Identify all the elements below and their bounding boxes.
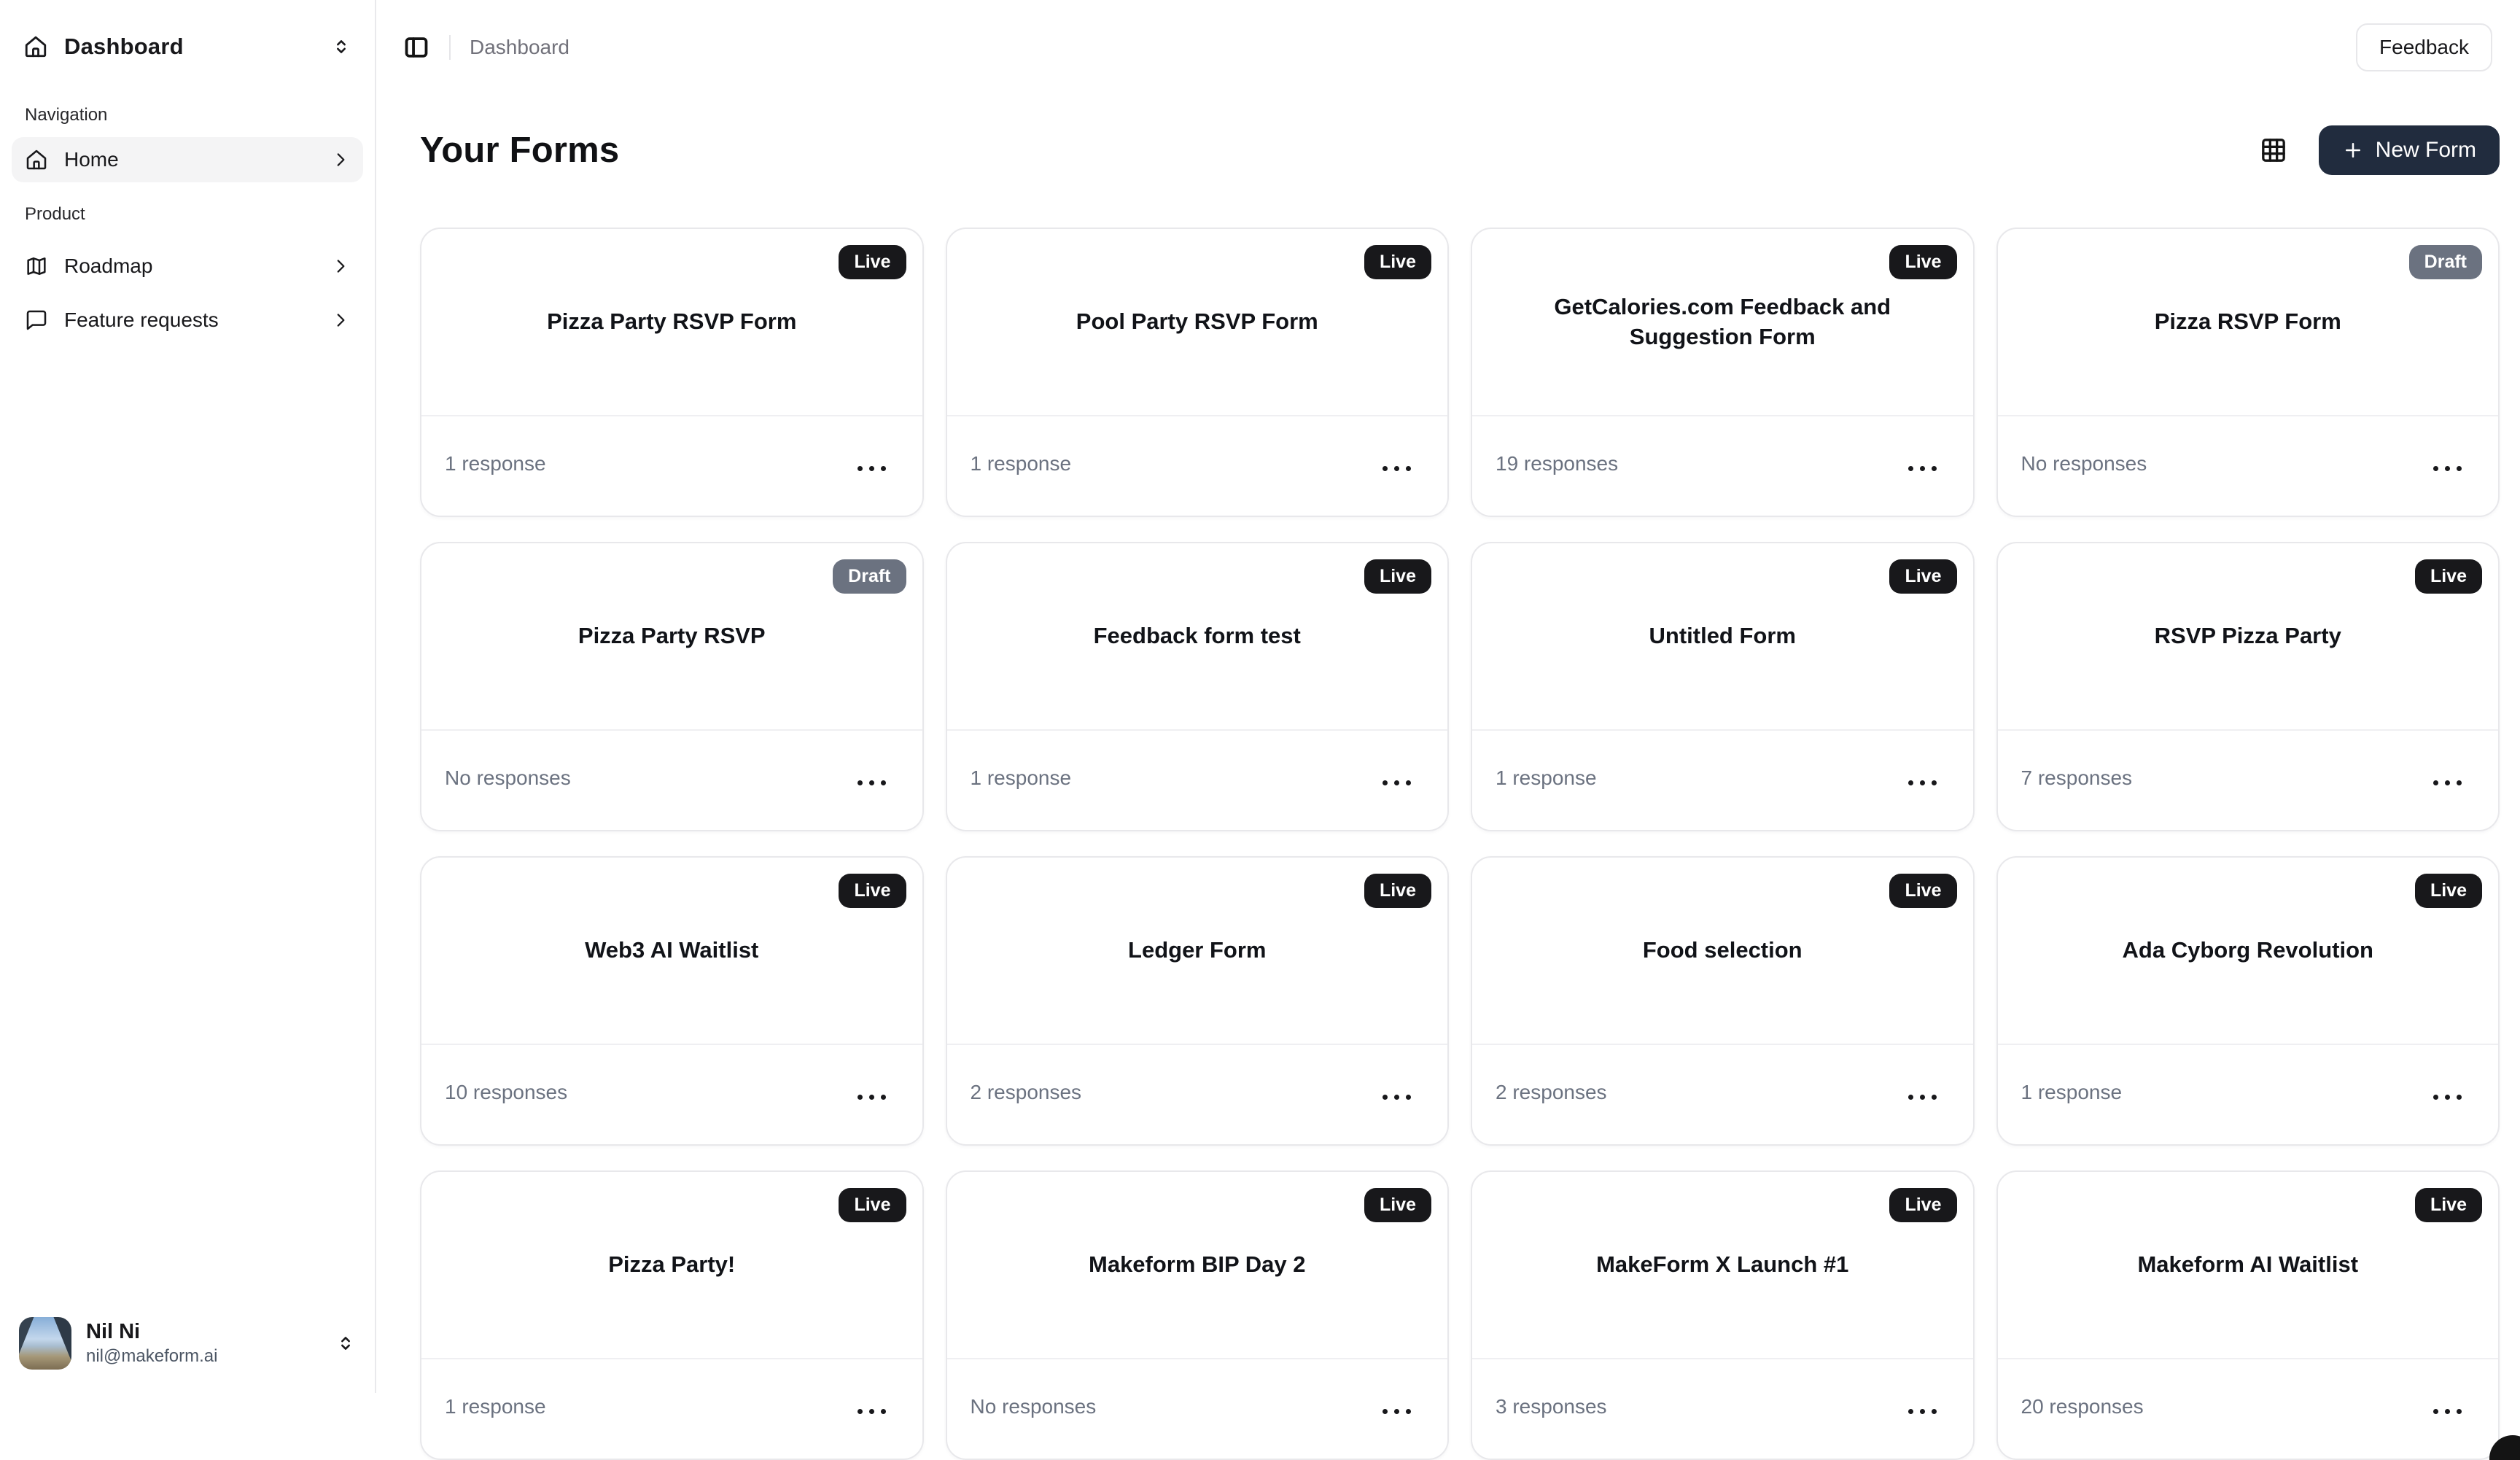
form-title: Pool Party RSVP Form — [1076, 308, 1318, 335]
form-card[interactable] — [946, 542, 1450, 831]
dot — [858, 1409, 863, 1414]
dot — [1394, 466, 1399, 471]
new-form-label: New Form — [2375, 138, 2476, 162]
form-title: MakeForm X Launch #1 — [1596, 1251, 1849, 1278]
dot — [1920, 1409, 1925, 1414]
response-count: No responses — [970, 1395, 1097, 1418]
card-menu-button[interactable] — [855, 770, 889, 796]
response-count: No responses — [2021, 452, 2147, 475]
panel-left-icon — [402, 34, 430, 61]
dot — [869, 466, 874, 471]
response-count: No responses — [445, 766, 571, 789]
status-badge: Live — [2415, 559, 2482, 594]
form-card[interactable] — [1471, 542, 1975, 831]
chevrons-up-down-icon — [335, 1333, 356, 1354]
form-title: Pizza Party! — [608, 1251, 736, 1278]
status-badge: Live — [1364, 559, 1431, 594]
message-icon — [25, 308, 48, 332]
workspace-switcher[interactable] — [12, 23, 363, 70]
forms-grid — [420, 228, 2500, 1460]
status-badge: Live — [1364, 874, 1431, 908]
response-count: 10 responses — [445, 1081, 568, 1103]
dot — [1920, 780, 1925, 785]
dot — [1394, 1409, 1399, 1414]
sidebar-toggle-button[interactable] — [402, 34, 430, 61]
form-card[interactable] — [420, 856, 924, 1146]
dot — [1406, 1409, 1411, 1414]
dot — [1908, 466, 1913, 471]
status-badge: Live — [839, 874, 906, 908]
form-card[interactable] — [946, 1170, 1450, 1460]
response-count: 1 response — [445, 1395, 546, 1418]
chevron-right-icon — [331, 257, 350, 276]
card-menu-button[interactable] — [2430, 1399, 2465, 1424]
dot — [1932, 1095, 1937, 1100]
form-card[interactable] — [946, 856, 1450, 1146]
dot — [2445, 1095, 2450, 1100]
card-menu-button[interactable] — [2430, 456, 2465, 481]
status-badge: Live — [1889, 874, 1956, 908]
dot — [2457, 780, 2462, 785]
section-label-product: Product — [25, 204, 85, 224]
form-card[interactable] — [1996, 1170, 2500, 1460]
response-count: 1 response — [1496, 766, 1597, 789]
card-menu-button[interactable] — [2430, 770, 2465, 796]
dot — [869, 1409, 874, 1414]
feedback-button[interactable]: Feedback — [2356, 23, 2492, 71]
form-title: GetCalories.com Feedback and Suggestion Form — [1554, 293, 1891, 349]
dot — [869, 1095, 874, 1100]
dot — [1382, 1095, 1388, 1100]
dot — [1932, 1409, 1937, 1414]
chevrons-up-down-icon — [331, 36, 351, 57]
dot — [881, 1095, 886, 1100]
workspace-title: Dashboard — [64, 34, 184, 59]
sidebar-item-label: Feature requests — [64, 308, 219, 331]
status-badge: Live — [1889, 245, 1956, 279]
form-title: Pizza Party RSVP — [578, 623, 766, 649]
topbar — [376, 0, 2520, 95]
sidebar-item-label: Roadmap — [64, 255, 153, 277]
form-card[interactable] — [1471, 228, 1975, 517]
dot — [881, 780, 886, 785]
response-count: 7 responses — [2021, 766, 2133, 789]
dot — [1920, 1095, 1925, 1100]
map-icon — [25, 255, 48, 278]
chevron-right-icon — [331, 311, 350, 330]
response-count: 1 response — [2021, 1081, 2123, 1103]
card-menu-button[interactable] — [1905, 456, 1940, 481]
card-menu-button[interactable] — [1380, 456, 1414, 481]
home-icon — [23, 34, 48, 59]
sidebar-item-label: Home — [64, 148, 119, 171]
status-badge: Live — [2415, 1188, 2482, 1222]
dot — [2433, 1409, 2438, 1414]
dot — [2457, 1095, 2462, 1100]
dot — [1920, 466, 1925, 471]
new-form-button[interactable] — [2319, 125, 2500, 175]
dot — [1394, 780, 1399, 785]
response-count: 19 responses — [1496, 452, 1619, 475]
form-card[interactable] — [1996, 856, 2500, 1146]
sidebar-item-roadmap[interactable] — [12, 244, 363, 289]
dot — [1382, 1409, 1388, 1414]
response-count: 20 responses — [2021, 1395, 2144, 1418]
card-menu-button[interactable] — [855, 1399, 889, 1424]
card-menu-button[interactable] — [855, 1084, 889, 1110]
dot — [881, 466, 886, 471]
section-label-navigation: Navigation — [25, 105, 108, 125]
card-menu-button[interactable] — [1905, 1399, 1940, 1424]
dot — [2457, 466, 2462, 471]
status-badge: Draft — [833, 559, 906, 594]
form-title: Makeform AI Waitlist — [2137, 1251, 2359, 1278]
user-menu[interactable] — [12, 1311, 363, 1375]
status-badge: Live — [1364, 245, 1431, 279]
form-title: Pizza Party RSVP Form — [547, 308, 797, 335]
form-card[interactable] — [420, 542, 924, 831]
user-email: nil@makeform.ai — [86, 1346, 218, 1367]
dot — [2445, 1409, 2450, 1414]
sidebar — [0, 0, 376, 1393]
home-icon — [25, 148, 48, 171]
divider — [449, 35, 451, 60]
form-title: Feedback form test — [1093, 623, 1301, 649]
response-count: 2 responses — [1496, 1081, 1607, 1103]
dot — [1382, 466, 1388, 471]
form-title: Web3 AI Waitlist — [585, 937, 759, 963]
dot — [2433, 1095, 2438, 1100]
breadcrumb: Dashboard — [470, 36, 569, 58]
response-count: 1 response — [970, 766, 1072, 789]
dot — [1908, 780, 1913, 785]
form-card[interactable] — [946, 228, 1450, 517]
dot — [1932, 466, 1937, 471]
response-count: 2 responses — [970, 1081, 1082, 1103]
form-card[interactable] — [420, 228, 924, 517]
form-card[interactable] — [420, 1170, 924, 1460]
dot — [1406, 780, 1411, 785]
dot — [2457, 1409, 2462, 1414]
dot — [858, 780, 863, 785]
form-title: Makeform BIP Day 2 — [1089, 1251, 1306, 1278]
form-title: Pizza RSVP Form — [2154, 308, 2341, 335]
dot — [1406, 466, 1411, 471]
status-badge: Live — [839, 245, 906, 279]
status-badge: Live — [1364, 1188, 1431, 1222]
card-menu-button[interactable] — [1380, 1399, 1414, 1424]
user-name: Nil Ni — [86, 1319, 141, 1343]
response-count: 3 responses — [1496, 1395, 1607, 1418]
plus-icon — [2342, 139, 2364, 161]
form-title: RSVP Pizza Party — [2154, 623, 2341, 649]
status-badge: Draft — [2409, 245, 2482, 279]
main — [376, 95, 2520, 1460]
sidebar-item-feature-requests[interactable] — [12, 298, 363, 343]
dot — [1406, 1095, 1411, 1100]
dot — [1394, 1095, 1399, 1100]
form-card[interactable] — [1471, 856, 1975, 1146]
status-badge: Live — [2415, 874, 2482, 908]
grid-view-toggle[interactable] — [2259, 136, 2288, 165]
dot — [858, 466, 863, 471]
response-count: 1 response — [970, 452, 1072, 475]
form-card[interactable] — [1471, 1170, 1975, 1460]
dot — [2445, 466, 2450, 471]
chevron-right-icon — [331, 150, 350, 169]
status-badge: Live — [839, 1188, 906, 1222]
dot — [858, 1095, 863, 1100]
card-menu-button[interactable] — [855, 456, 889, 481]
dot — [2433, 466, 2438, 471]
form-card[interactable] — [1996, 542, 2500, 831]
form-title: Untitled Form — [1649, 623, 1796, 649]
dot — [1908, 1095, 1913, 1100]
form-title: Ada Cyborg Revolution — [2122, 937, 2373, 963]
form-card[interactable] — [1996, 228, 2500, 517]
dot — [1382, 780, 1388, 785]
dot — [881, 1409, 886, 1414]
status-badge: Live — [1889, 559, 1956, 594]
card-menu-button[interactable] — [1380, 770, 1414, 796]
avatar — [19, 1317, 71, 1370]
dot — [1908, 1409, 1913, 1414]
card-menu-button[interactable] — [1905, 770, 1940, 796]
form-title: Ledger Form — [1128, 937, 1267, 963]
response-count: 1 response — [445, 452, 546, 475]
card-menu-button[interactable] — [1380, 1084, 1414, 1110]
card-menu-button[interactable] — [1905, 1084, 1940, 1110]
dot — [2445, 780, 2450, 785]
grid-icon — [2259, 136, 2288, 165]
page-title: Your Forms — [420, 131, 620, 170]
dot — [2433, 780, 2438, 785]
sidebar-item-home[interactable] — [12, 137, 363, 182]
dot — [1932, 780, 1937, 785]
status-badge: Live — [1889, 1188, 1956, 1222]
dot — [869, 780, 874, 785]
form-title: Food selection — [1642, 937, 1802, 963]
card-menu-button[interactable] — [2430, 1084, 2465, 1110]
